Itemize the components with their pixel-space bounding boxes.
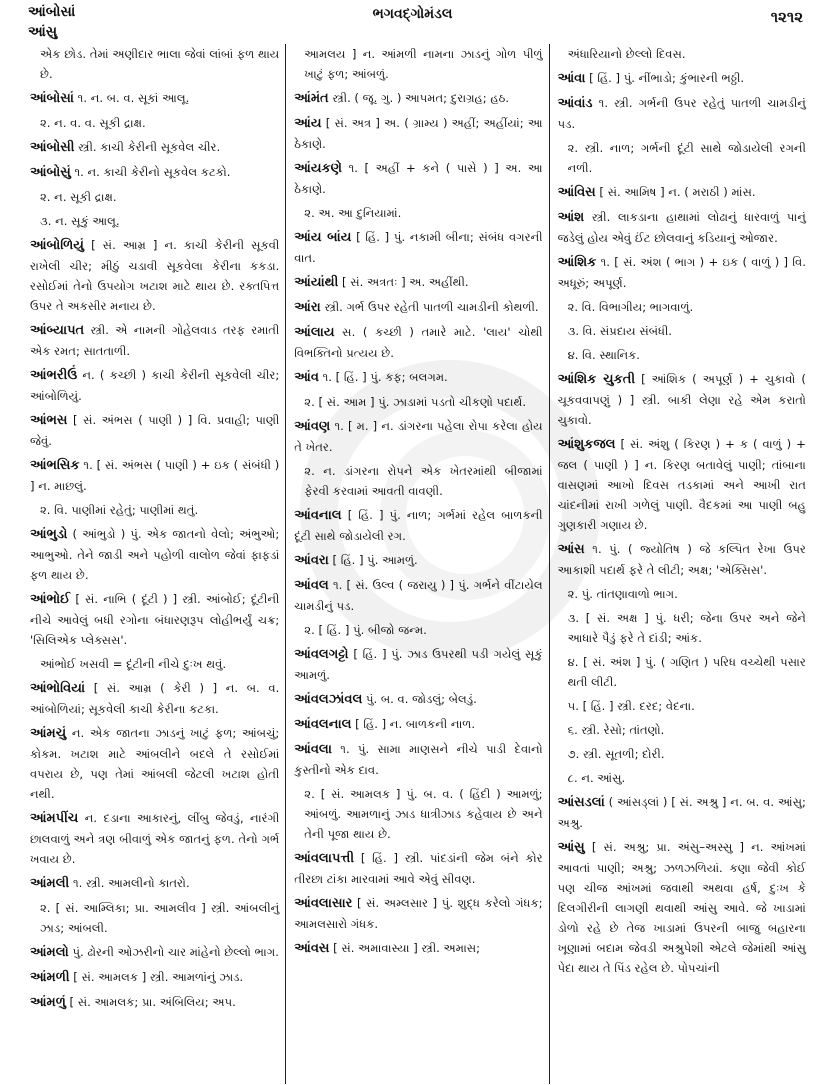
definition-text: ૧. [ સં. ઉલ્વ ( જરાયુ ) ] પું. ગર્ભને વીંટાયેલ ચામડીનું પડ. [294, 578, 543, 613]
dictionary-entry [30, 873, 279, 894]
definition-text: ૧. સ્ત્રી. ગર્ભની ઉપર રહેતું પાતળી ચામડીનું પડ. [557, 96, 806, 131]
headword: આંસડલાં [557, 795, 605, 810]
dictionary-entry [30, 992, 279, 1013]
definition-text: [ સં. નાભિ ( દૂંટી ) ] સ્ત્રી. આંબોઈ; દૂંટીની નીચે આવેલું બધી રગોના બંધારણરૂપ લોહીભર્યું ચક્ર; 'સિલિએક પ્લેક્સસ'. [30, 592, 280, 647]
definition-text: ૧. ન. કાચી કેરીનો સૂકવેલ કટકો. [74, 165, 231, 179]
definition-text: ૮. ન. આંસુ. [567, 771, 626, 785]
definition-text: એક છોડ. તેમાં અણીદાર ભાલા જેવાં લાંબાં ફળ થાય છે. [40, 47, 280, 81]
dictionary-entry [294, 689, 542, 710]
definition-text: ૪. વિ. સ્થાનિક. [567, 348, 640, 362]
definition-text: સ. ( કચ્છી ) તમારે માટે. 'લાય' ચોથી વિભક્તિનો પ્રત્યય છે. [294, 325, 543, 360]
entry-sense [558, 744, 806, 764]
headword: આંબોસાં [30, 91, 74, 106]
dictionary-entry [30, 942, 279, 963]
headword: આંભોવિયાં [30, 681, 86, 696]
headword: આંભસ [30, 413, 68, 428]
definition-text: ૨. [ હિં. ] પું. બીજો જન્મ. [304, 623, 427, 637]
headword: આંબ્યાપત [30, 323, 85, 338]
definition-text: ૪. [ સં. અંશ ] પું. ( ગણિત ) પરિધ વચ્ચેથી પસાર થતી લીટી. [567, 655, 806, 689]
definition-text: [ સં. અત્રતઃ ] અ. અહીંથી. [342, 275, 469, 289]
dictionary-entry [558, 182, 806, 203]
definition-text: [ સં. અશ્રુ; પ્રા. અંસુ–અસ્સુ ] ન. આંખમાં આવતાં પાણી; અશ્રુ; ઝળઝળિયાં. કણા જેવી કોઈ પણ ચીજ આંખમાં જવાથી અથવા હર્ષ, દુઃખ કે દિલગીરીની લાગણી થવાથી આંસુ આવે. જે ખાડામાં ડોળો રહે છે તેજ ખાડામાં ઉપરની બાજુ બહારના ખૂણામાં બદામ જેવડી અશ્રુપેશી એટલે જેમાંથી આંસુ પેદા થાય તે પિંડ રહેલ છે. પોપચાંની [557, 840, 806, 975]
guide-word-last: આંસુ [28, 24, 58, 40]
headword: આંશુકજલ [557, 437, 616, 452]
dictionary-entry [558, 369, 806, 430]
headword: આંય [294, 116, 322, 131]
headword: આંવલાસાર [294, 896, 353, 911]
definition-text: અંધારિયાનો છેલ્લો દિવસ. [567, 47, 686, 61]
definition-text: [ હિં. ] સ્ત્રી. પાંદડાંની જેમ બંને કોર તીરછા ટાંકા મારવામાં આવે એવું સીવણ. [294, 851, 543, 886]
entry-sense [294, 620, 542, 640]
headword: આંભરીઉં [30, 368, 78, 383]
dictionary-columns [22, 44, 812, 1084]
dictionary-entry [294, 644, 542, 685]
headword: આંમપીંચ [30, 811, 79, 826]
definition-text: ૨. વિ. વિભાગીય; ભાગવાળું. [567, 300, 694, 314]
headword: આંભુડો [30, 527, 68, 542]
headword: આંબોળિયું [30, 238, 84, 253]
dictionary-entry [30, 235, 279, 316]
definition-text: [ સં. અંભસ ( પાણી ) ] વિ. પ્રવાહી; પાણી જેવું. [30, 413, 280, 448]
definition-text: ૨. [ સં. આમ્લિકા; પ્રા. આમલીવ ] સ્ત્રી. આંબલીનું ઝાડ; આંબલી. [40, 901, 280, 935]
headword: આંસ [557, 542, 585, 557]
definition-text: ૧. [ સં. અંશ ( ભાગ ) + ઇક ( વાળું ) ] વિ. અધૂરું; અપૂર્ણ. [557, 255, 806, 290]
definition-text: ૧. [ હિં. ] પું. કફ; બલગમ. [322, 370, 448, 384]
definition-text: ૧. [ અહીં + કને ( પાસે ) ] અ. આ ઠેકાણે. [294, 161, 543, 196]
headword: આંશિક ચુકતી [557, 372, 636, 387]
headword: આંવસ [294, 941, 330, 956]
dictionary-entry [30, 320, 279, 361]
entry-sense [294, 461, 542, 501]
headword: આંવણ [294, 419, 331, 434]
definition-text: [ સં. અમાવાસ્યા ] સ્ત્રી. અમાસ; [333, 941, 481, 955]
headword: આંવલાપત્તી [294, 851, 355, 866]
dictionary-entry [558, 434, 806, 535]
headword: આંમળું [30, 995, 66, 1010]
definition-text: [ હિં. ] પું. ઝાડ ઉપરથી પડી ગયેલું સૂકું આમળું. [294, 647, 543, 682]
entry-sense [30, 113, 279, 133]
definition-text: ૨. અ. આ દુનિયામાં. [304, 206, 402, 220]
headword: આંબોસું [30, 165, 71, 180]
entry-sense [294, 203, 542, 223]
headword: આંબોસી [30, 140, 75, 155]
headword: આંશિક [557, 255, 597, 270]
headword: આંવલગટ્ટો [294, 647, 349, 662]
definition-text: ૩. ન. સૂકું આલૂ. [40, 214, 120, 228]
definition-text: સ્ત્રી. લાકડાના હાથામાં લોઢાનું ધારવાળું પાનું જડેલું હોય એવું ઈંટ છોલવાનું કડિયાનું ઓજાર. [557, 210, 806, 245]
definition-text: ( આંસડ્લાં ) [ સં. અશ્રુ ] ન. બ. વ. આંસુ; અશ્રુ. [557, 795, 806, 830]
dictionary-entry [294, 272, 542, 293]
headword: આંમલો [30, 945, 69, 960]
definition-text: ૧. [ સં. અંભસ ( પાણી ) + ઇક ( સંબંધી ) ] ન. માછલું. [30, 458, 280, 493]
definition-text: ૧. [ મ. ] ન. ડાંગરના પહેલા રોપા કરેલા હોય તે ખેતર. [294, 419, 543, 454]
entry-sense [294, 784, 542, 844]
dictionary-entry [558, 93, 806, 134]
dictionary-entry [558, 792, 806, 833]
dictionary-entry [558, 539, 806, 580]
headword: આંવલનાલ [294, 717, 352, 732]
entry-sense [558, 44, 806, 64]
guide-word-first: આંબોસાં [28, 4, 76, 20]
definition-text: [ હિં. ] પું. આમળું. [332, 553, 418, 567]
definition-text: ન. એક જાતના ઝાડનું ખાટું ફળ; આંબચું; કોકમ. ખટાશ માટે આંબલીને બદલે તે રસોઈમાં વપરાય છે, પણ તેમાં આંબલી જેટલી ખટાશ હોતી નથી. [30, 726, 280, 801]
entry-sense [558, 297, 806, 317]
definition-text: [ સં. અત્ર ] અ. ( ગ્રામ્ય ) અહીં; અહીંયાં; આ ઠેકાણે. [294, 116, 543, 151]
headword: આંભોઈ [30, 592, 71, 607]
entry-sense [30, 211, 279, 231]
definition-text: [ હિં. ] પું. નકામી બીના; સંબંધ વગરની વાત. [294, 230, 543, 265]
definition-text: [ સં. આમ્ર ] ન. કાચી કેરીની સૂકવી રાખેલી ચીર; મીઠું ચડાવી સૂકવેલા કેરીના કકડા. રસોઈમાં તેનો ઉપયોગ ખટાશ માટે થાય છે. રક્તપિત્ત ઉપર તે અકસીર મનાય છે. [30, 238, 280, 313]
definition-text: ૩. [ સં. અક્ષ ] પું. ધરી; જેના ઉપર અને જેને આધારે પૈડું ફરે તે દાંડી; આંક. [567, 611, 806, 645]
headword: આંવનાલ [294, 508, 342, 523]
definition-text: ૨. ન. ડાંગરના રોપને એક ખેતરમાંથી બીજામાં ફેરવી કરવામાં આવતી વાવણી. [304, 464, 543, 498]
definition-text: સ્ત્રી. ( જૂ. ગુ. ) આપમત; દુરાગ્રહ; હઠ. [332, 91, 510, 105]
entry-sense [558, 138, 806, 178]
entry-sense [294, 44, 542, 84]
headword: આંરા [294, 300, 321, 315]
dictionary-entry [30, 455, 279, 496]
dictionary-entry [30, 808, 279, 869]
headword: આંસુ [557, 840, 585, 855]
entry-sense [30, 500, 279, 520]
headword: આંવરા [294, 553, 329, 568]
headword: આંવાંડ [557, 96, 593, 111]
definition-text: ૫. [ હિં. ] સ્ત્રી. દરદ; વેદના. [567, 699, 695, 713]
page-number: ૧૨૧૨ [770, 8, 803, 26]
headword: આંશ [557, 210, 585, 225]
dictionary-entry [30, 137, 279, 158]
page-header [0, 0, 825, 48]
definition-text: ૨. સ્ત્રી. નાળ; ગર્ભની દૂંટી સાથે જોડાયેલી રગની નળી. [567, 141, 806, 175]
headword: આંલાય [294, 325, 335, 340]
dictionary-entry [294, 416, 542, 457]
dictionary-entry [558, 207, 806, 248]
dictionary-entry [30, 524, 279, 585]
definition-text: [ સં. આમિષ ] ન. ( મરાઠી ) માંસ. [599, 185, 756, 199]
dictionary-entry [30, 723, 279, 804]
definition-text: ૭. સ્ત્રી. સૂતળી; દોરી. [567, 747, 665, 761]
definition-text: ૨. પું. તાંતણાવાળો ભાગ. [567, 587, 678, 601]
definition-text: ( આંભુડો ) પું. એક જાતનો વેલો; અંભુઓ; આભુઓ. તેને જાડી અને પહોળી વાલોળ જેવાં ફાફડાં ફળ થાય છે. [30, 527, 280, 582]
dictionary-entry [294, 575, 542, 616]
definition-text: ૨. ન. વ. વ. સૂકી દ્રાક્ષ. [40, 116, 146, 130]
dictionary-entry [30, 162, 279, 183]
entry-sense [558, 608, 806, 648]
dictionary-entry [294, 505, 542, 546]
definition-text: પું. ઢોરની ઓઝરીનો ચાર માંહેનો છેલ્લો ભાગ. [72, 945, 279, 959]
dictionary-entry [294, 297, 542, 318]
definition-text: ૧. સ્ત્રી. આમલીનો કાતરો. [72, 876, 190, 890]
definition-text: ૨. ન. સૂકી દ્રાક્ષ. [40, 190, 117, 204]
dictionary-entry [294, 158, 542, 199]
headword: આંમચું [30, 726, 67, 741]
headword: આંયાંથી [294, 275, 339, 290]
definition-text: [ સં. આમલક ] સ્ત્રી. આમળાંનું ઝાડ. [73, 970, 244, 984]
column-right [549, 44, 812, 1084]
headword: આંમળી [30, 970, 70, 985]
definition-text: આમલય ] ન. આંમળી નામના ઝાડનું ગોળ પીળું ખાટું ફળ; આંબળું. [304, 47, 543, 81]
headword: આંવ [294, 370, 319, 385]
dictionary-entry [294, 714, 542, 735]
column-middle [285, 44, 548, 1084]
entry-sense [558, 720, 806, 740]
definition-text: [ સં. આમલક; પ્રા. અંબિલિય; અપ. [69, 995, 236, 1009]
dictionary-entry [294, 227, 542, 268]
definition-text: ૨. [ સં. આમલક ] પું. બ. વ. ( હિંદી ) આમળું; આંબળું. આમળાનું ઝાડ ધાત્રીઝાડ કહેવાય છે અને તેની પૂજા થાય છે. [304, 787, 543, 841]
definition-text: [ સં. આમ્ર ( કેરી ) ] ન. બ. વ. આંબોળિયાં; સૂકવેલી કાચી કેરીના કટકા. [30, 681, 280, 716]
headword: આંવલ [294, 578, 329, 593]
definition-text: ૬. સ્ત્રી. રેસો; તાંતણો. [567, 723, 665, 737]
definition-text: ૨. વિ. પાણીમાં રહેતું; પાણીમાં થતું. [40, 503, 199, 517]
definition-text: ન. ( કચ્છી ) કાચી કેરીની સૂકવેલી ચીર; આંબોળિયું. [30, 368, 280, 403]
headword: આંવિસ [557, 185, 596, 200]
dictionary-entry [294, 938, 542, 959]
dictionary-entry [30, 589, 279, 650]
dictionary-entry [30, 410, 279, 451]
entry-sense [558, 768, 806, 788]
definition-text: ૧. ન. બ. વ. સૂકાં આલૂ. [77, 91, 190, 105]
definition-text: આંભોઈ ખસવી = દૂંટીની નીચે દુઃખ થવું. [40, 657, 227, 671]
definition-text: ૧. પું. ( જ્યોતિષ ) જે કલ્પિત રેખા ઉપર આકાશી પદાર્થ ફરે તે લીટી; અક્ષ; 'એક્સિસ'. [557, 542, 806, 577]
dictionary-entry [30, 88, 279, 109]
headword: આંમંત [294, 91, 329, 106]
dictionary-entry [294, 322, 542, 363]
headword: આંયકણે [294, 161, 342, 176]
column-left [22, 44, 285, 1084]
definition-text: ૧. પું. સામા માણસને નીચે પાડી દેવાનો કુસ્તીનો એક દાવ. [294, 742, 543, 777]
dictionary-entry [558, 252, 806, 293]
dictionary-entry [558, 837, 806, 978]
headword: આંવા [557, 71, 586, 86]
definition-text: પું. બ. વ. જોડલું; બેલડું. [365, 692, 477, 706]
entry-sense [30, 187, 279, 207]
definition-text: ન. દડાના આકારનું, લીંબુ જેવડું, નારંગી છાલવાળું અને ત્રણ બીવાળું એક જાતનું ફળ. તેનો ગર્ભ ખવાય છે. [30, 811, 280, 866]
dictionary-entry [558, 68, 806, 89]
entry-sense [558, 652, 806, 692]
dictionary-entry [294, 367, 542, 388]
headword: આંય બાંય [294, 230, 352, 245]
definition-text: ૨. [ સં. આમ ] પું. ઝાડામાં પડતો ચીકણો પદાર્થ. [304, 395, 527, 409]
entry-sense [30, 898, 279, 938]
headword: આંવલા [294, 742, 332, 757]
definition-text: સ્ત્રી. એ નામની ગોહેલવાડ તરફ રમાતી એક રમત; સાતતાળી. [30, 323, 280, 358]
entry-sense [558, 321, 806, 341]
definition-text: ૩. વિ. સંપ્રદાય સંબંધી. [567, 324, 672, 338]
page-title: ભગવદ્ગોમંડલ [372, 6, 453, 22]
definition-text: [ સં. અમ્લસાર ] પું. શુદ્ધ કરેલો ગંધક; આમલસારો ગંધક. [294, 896, 543, 931]
dictionary-entry [294, 88, 542, 109]
definition-text: સ્ત્રી. કાચી કેરીની સૂકવેલ ચીર. [78, 140, 221, 154]
headword: આંમલી [30, 876, 70, 891]
entry-sense [30, 44, 279, 84]
dictionary-entry [294, 113, 542, 154]
headword: આંભસિક [30, 458, 80, 473]
dictionary-entry [294, 893, 542, 934]
definition-text: સ્ત્રી. ગર્ભ ઉપર રહેતી પાતળી ચામડીની કોથળી. [324, 300, 539, 314]
dictionary-entry [30, 967, 279, 988]
headword: આંવલઝાંવલ [294, 692, 363, 707]
dictionary-entry [294, 739, 542, 780]
definition-text: [ સં. અંશુ ( કિરણ ) + ક ( વાળું ) + જલ ( પાણી ) ] ન. કિરણ બતાવેલું પાણી; તાંબાના વાસણમાં આખો દિવસ તડકામાં અને આખી રાત ચાંદનીમાં રાખી ગળેલું પાણી. વૈદકમાં આ પાણી બહુ ગુણકારી ગણાય છે. [557, 437, 806, 532]
entry-sense [558, 584, 806, 604]
dictionary-entry [294, 550, 542, 571]
definition-text: [ હિં. ] પું. નાળ; ગર્ભમાં રહેલ બાળકની દૂંટી સાથે જોડાયેલી રગ. [294, 508, 543, 543]
definition-text: [ હિં. ] પું. નીંભાડો; કુંભારની ભઠ્ઠી. [589, 71, 745, 85]
entry-sense [294, 392, 542, 412]
entry-sense [558, 696, 806, 716]
definition-text: [ આંશિક ( અપૂર્ણ ) + ચુકાવો ( ચૂકવવાપણું ) ] સ્ત્રી. બાકી લેણા રહે એમ કરાતો ચુકાવો. [557, 372, 806, 427]
dictionary-entry [294, 848, 542, 889]
dictionary-entry [30, 365, 279, 406]
dictionary-entry [30, 678, 279, 719]
definition-text: [ હિં. ] ન. બાળકની નાળ. [355, 717, 476, 731]
entry-sense [558, 345, 806, 365]
entry-sense [30, 654, 279, 674]
